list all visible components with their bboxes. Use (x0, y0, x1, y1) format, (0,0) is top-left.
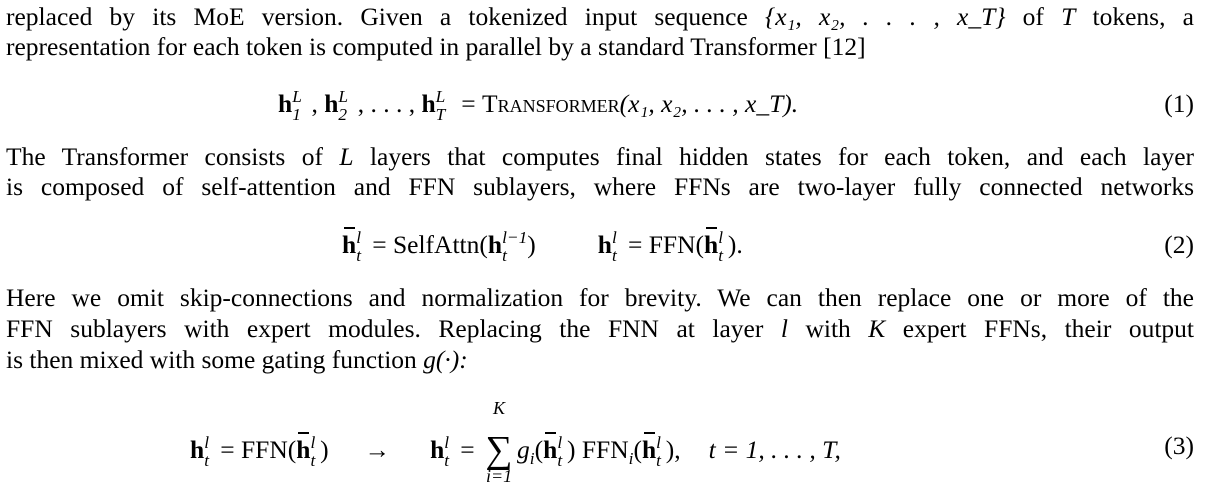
ffn-function: FFN (648, 230, 696, 259)
equation-3-number: (3) (1164, 431, 1194, 460)
selfattn-function: SelfAttn (392, 230, 480, 259)
equation-3-body: h l t = FFN(h l t ) → h l t = K ∑ i=1 $g_i(h$ l t ) $FFN_i(h$ l t ), t = 1, . . . , T, (190, 398, 841, 486)
equation-1 (6, 84, 1194, 124)
equation-1-body: h L 1 , h L 2 , . . . , h L T = Transformer(x₁, x₂, . . . , x_T). (278, 87, 799, 124)
equation-2 (6, 225, 1194, 265)
transformer-function: Transformer (482, 89, 620, 118)
arrow: → (364, 435, 391, 464)
paragraph-1-line-2: representation for each token is computed in parallel by a standard Transformer [12] (6, 32, 866, 61)
equation-2-number: (2) (1164, 230, 1194, 259)
paragraph-3-line-2: FFN sublayers with expert modules. Replacing the FNN at layer l with K expert FFNs, their output (6, 314, 1194, 343)
token-sequence: {x₁, x₂, . . . , x_T} (765, 2, 1006, 31)
equation-2-body: h l t = SelfAttn(h l−1 t ) h l t = FFN(h l t ). (342, 225, 743, 268)
paragraph-1-line-1: replaced by its MoE version. Given a tokenized input sequence {x₁, x₂, . . . , x_T} of T tokens, a (6, 2, 1194, 31)
paragraph-2-line-1: The Transformer consists of L layers that computes final hidden states for each token, and each layer (6, 142, 1194, 171)
gating-function: g(·): (423, 345, 468, 374)
equation-1-number: (1) (1164, 89, 1194, 118)
paragraph-2-line-2: is composed of self-attention and FFN sublayers, where FFNs are two-layer fully connected networks (6, 172, 1194, 201)
equation-3 (6, 398, 1194, 486)
paragraph-3-line-3: is then mixed with some gating function g(·): (6, 345, 468, 374)
paragraph-3-line-1: Here we omit skip-connections and normalization for brevity. We can then replace one or more of the (6, 283, 1194, 312)
summation: K ∑ i=1 (485, 398, 513, 486)
